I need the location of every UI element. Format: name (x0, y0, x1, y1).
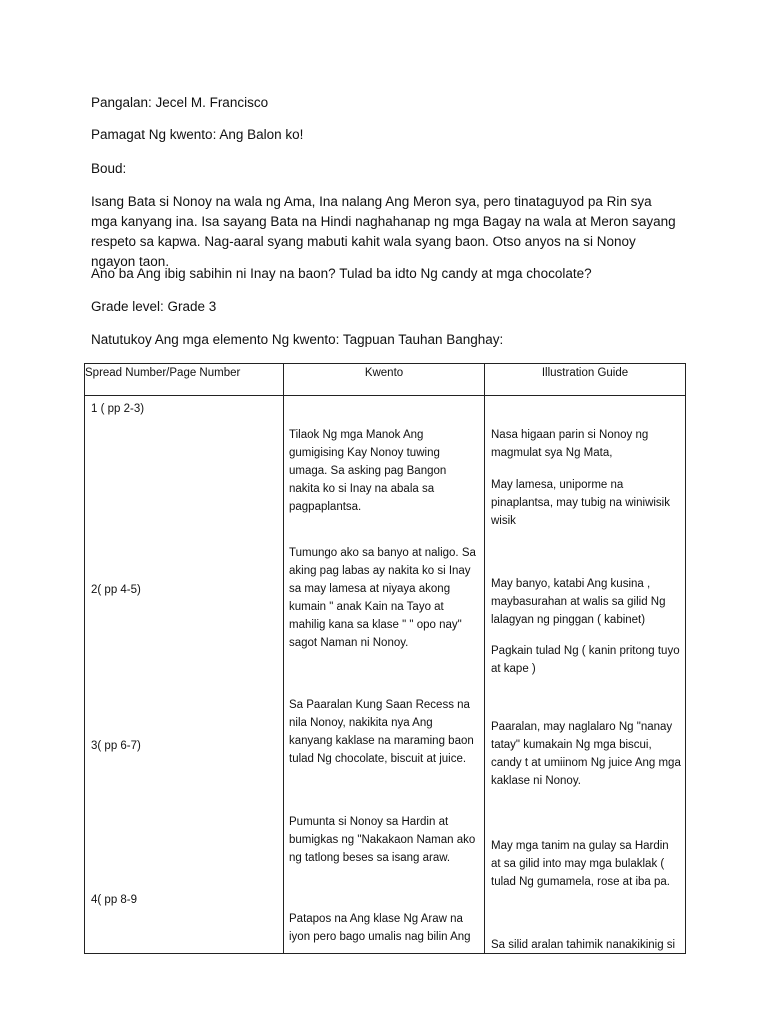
kwento-5: Patapos na Ang klase Ng Araw na iyon pero bago umalis nag bilin Ang (289, 913, 471, 943)
header-kwento: Kwento (284, 364, 485, 396)
kwento-3: Sa Paaralan Kung Saan Recess na nila Nonoy, nakikita nya Ang kanyang kaklase na maraming baon tulad Ng chocolate, biscuit at juice. (289, 699, 474, 765)
header-illustration-guide: Illustration Guide (485, 364, 686, 396)
illustration-5: Paaralan, may naglalaro Ng "nanay tatay" kumakain Ng mga biscui, candy t at umiinom Ng juice Ang mga kaklase ni Nonoy. (491, 721, 681, 787)
grade-level-line: Grade level: Grade 3 (91, 299, 217, 314)
kwento-1: Tilaok Ng mga Manok Ang gumigising Kay Nonoy tuwing umaga. Sa asking pag Bangon nakita ko si Inay na abala sa pagpaplantsa. (289, 429, 447, 513)
kwento-2: Tumungo ako sa banyo at naligo. Sa aking pag labas ay nakita ko si Inay sa may lamesa at niyaya akong kumain " anak Kain na Tayo at mahilig kana sa klase " " opo nay" sagot Naman ni Nonoy. (289, 547, 476, 649)
story-elements-line: Natutukoy Ang mga elemento Ng kwento: Tagpuan Tauhan Banghay: (91, 332, 504, 347)
student-name-line: Pangalan: Jecel M. Francisco (91, 95, 269, 110)
boud-label: Boud: (91, 161, 127, 176)
kwento-column (284, 396, 485, 954)
kwento-4: Pumunta si Nonoy sa Hardin at bumigkas ng "Nakakaon Naman ako ng tatlong beses sa isang araw. (289, 816, 476, 864)
spread-2: 2( pp 4-5) (91, 584, 141, 596)
spread-4: 4( pp 8-9 (91, 894, 138, 906)
spread-1: 1 ( pp 2-3) (91, 403, 145, 415)
story-title-line: Pamagat Ng kwento: Ang Balon ko! (91, 127, 304, 142)
illustration-4: Pagkain tulad Ng ( kanin pritong tuyo at kape ) (491, 645, 680, 675)
header-spread-number: Spread Number/Page Number (85, 364, 284, 396)
illustration-column (485, 396, 686, 954)
illustration-2: May lamesa, uniporme na pinaplantsa, may tubig na winiwisik wisik (491, 479, 670, 527)
story-summary-paragraph: Isang Bata si Nonoy na wala ng Ama, Ina nalang Ang Meron sya, pero tinataguyod pa Rin sya mga kanyang ina. Isa sayang Bata na Hindi naghahanap ng mga Bagay na wala at Meron sayang respeto sa kapwa. Nag-aaral syang mabuti kahit wala syang baon. Otso anyos na si Nonoy ngayon taon. (91, 194, 676, 269)
table-body-row (85, 396, 686, 954)
spread-3: 3( pp 6-7) (91, 740, 141, 752)
illustration-3: May banyo, katabi Ang kusina , maybasurahan at walis sa gilid Ng lalagyan ng pinggan ( kabinet) (491, 578, 666, 626)
illustration-1: Nasa higaan parin si Nonoy ng magmulat sya Ng Mata, (491, 429, 649, 459)
illustration-7: Sa silid aralan tahimik nanakikinig si (491, 939, 676, 951)
question-line: Ano ba Ang ibig sabihin ni Inay na baon? Tulad ba idto Ng candy at mga chocolate? (91, 266, 592, 281)
table-header-row (85, 364, 686, 396)
storyboard-table (84, 363, 686, 954)
spread-column (85, 396, 284, 954)
illustration-6: May mga tanim na gulay sa Hardin at sa gilid into may mga bulaklak ( tulad Ng gumamela, rose at iba pa. (491, 840, 670, 888)
